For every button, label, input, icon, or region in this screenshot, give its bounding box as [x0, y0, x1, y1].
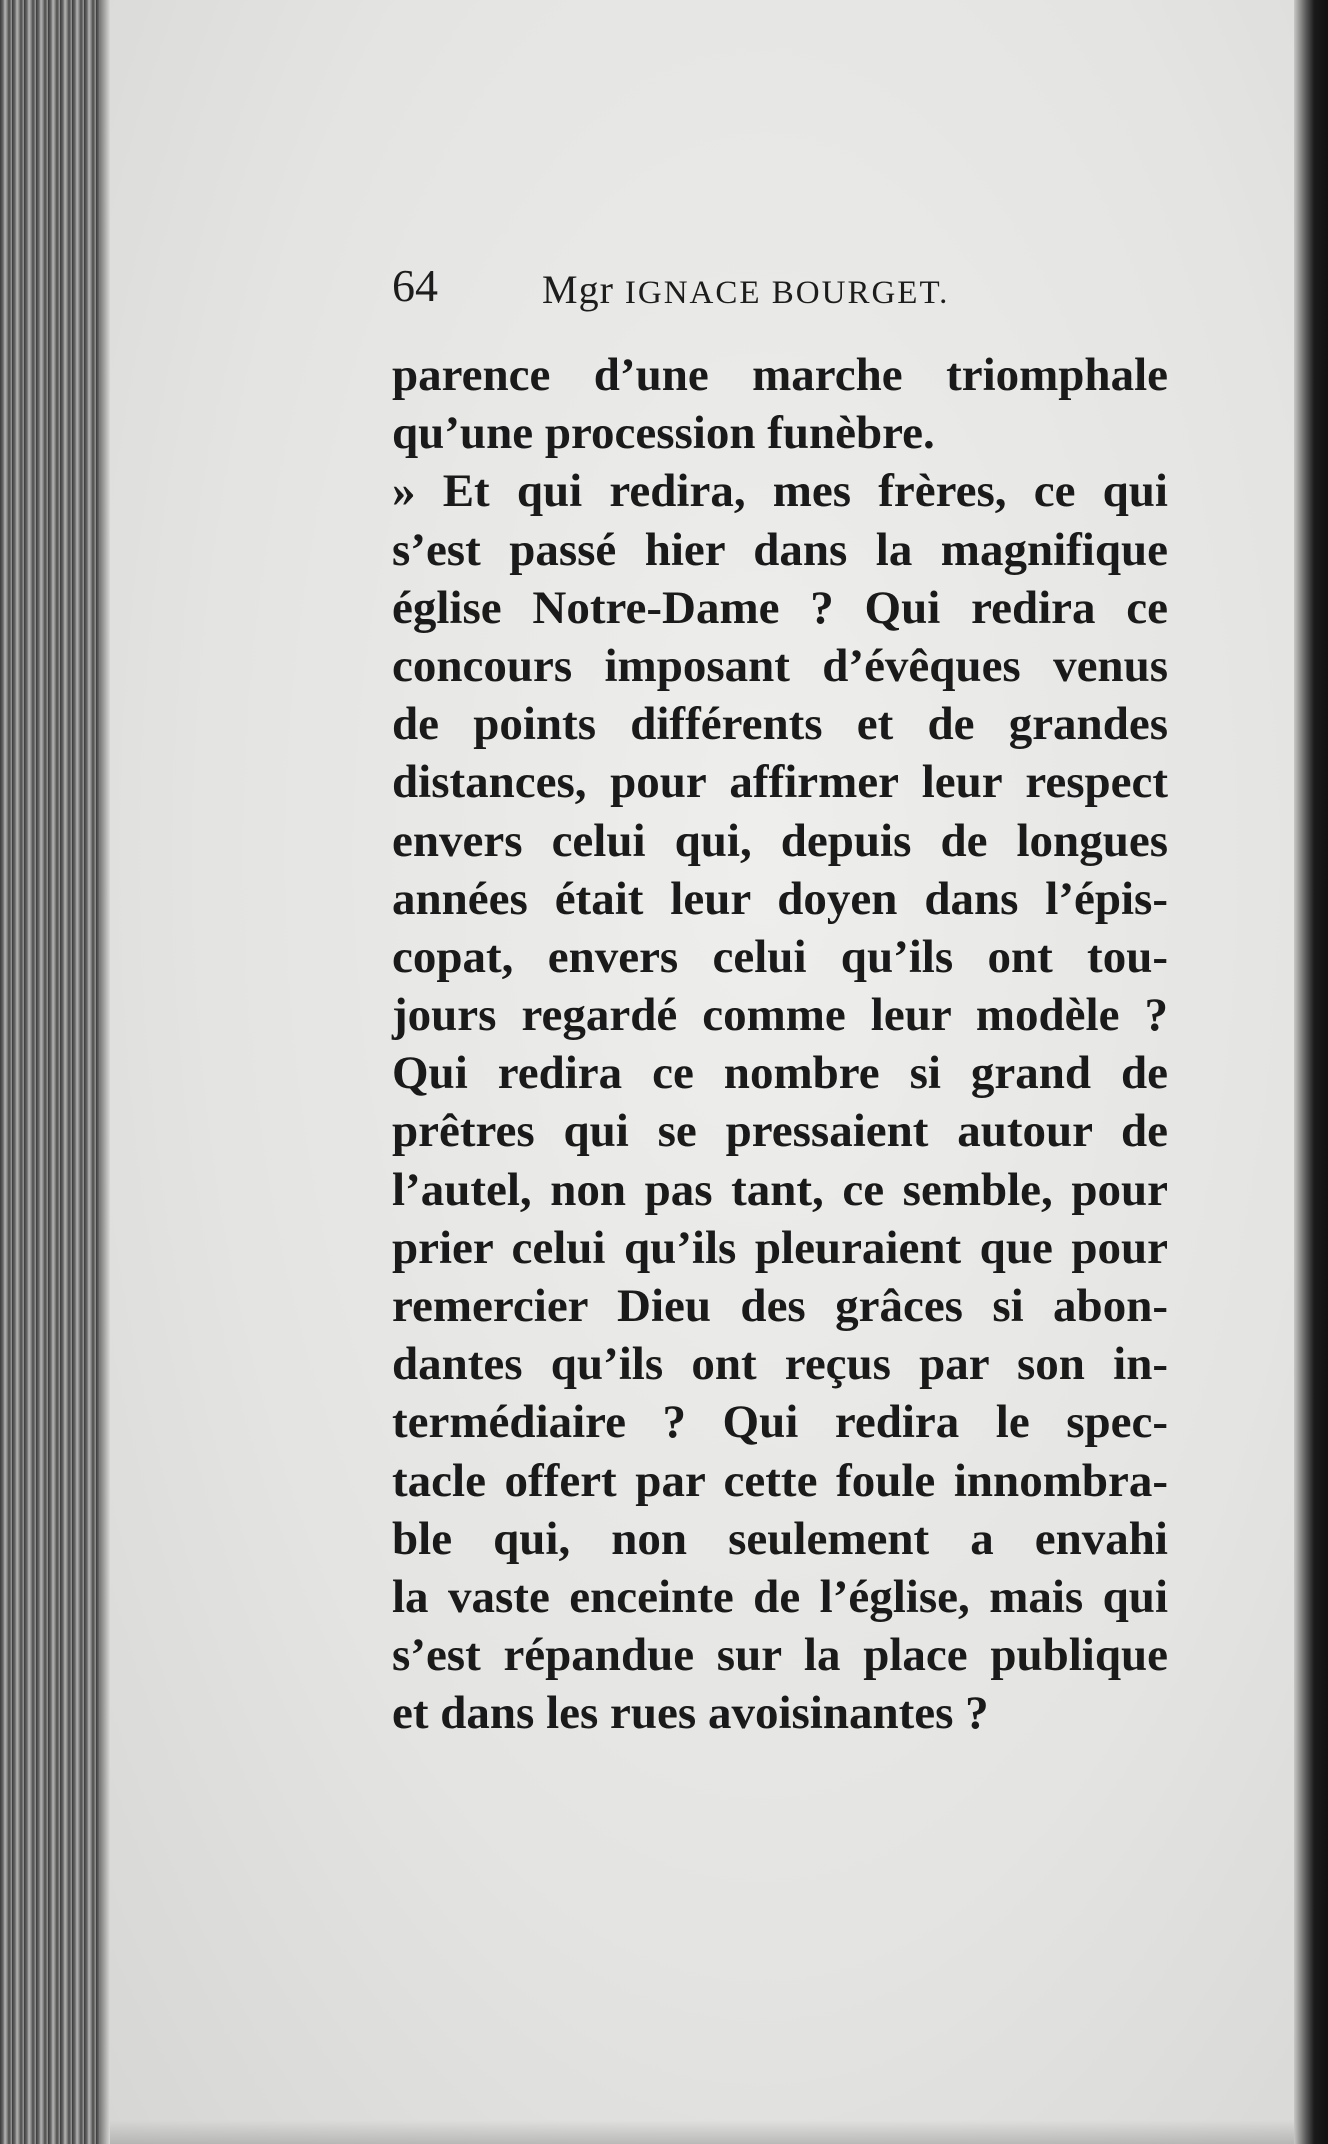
text-line: dantes qu’ils ont reçus par son in- [392, 1338, 1168, 1391]
text-line: distances, pour affirmer leur respect [392, 756, 1168, 809]
text-line: l’autel, non pas tant, ce semble, pour [392, 1163, 1168, 1216]
text-line: tacle offert par cette foule innombra- [392, 1454, 1168, 1507]
text-line: prêtres qui se pressaient autour de [392, 1105, 1168, 1158]
text-line: années était leur doyen dans l’épis- [392, 872, 1168, 925]
text-line: et dans les rues avoisinantes ? [392, 1687, 989, 1740]
book-page-edges [0, 0, 110, 2144]
running-title [542, 260, 949, 323]
page-number: 64 [392, 260, 438, 311]
text-line: » Et qui redira, mes frères, ce qui [392, 465, 1168, 518]
text-line: s’est passé hier dans la magnifique [392, 523, 1168, 576]
text-line: ble qui, non seulement a envahi [392, 1512, 1168, 1565]
text-line: copat, envers celui qu’ils ont tou- [392, 930, 1168, 983]
scan-bottom-shadow [110, 2120, 1294, 2144]
running-title-prefix: Mgr [542, 267, 614, 312]
text-line: jours regardé comme leur modèle ? [392, 989, 1168, 1042]
text-line: Qui redira ce nombre si grand de [392, 1047, 1168, 1100]
running-title-name: IGNACE BOURGET. [624, 275, 950, 311]
text-line: envers celui qui, depuis de longues [392, 814, 1168, 867]
text-line: s’est répandue sur la place publique [392, 1629, 1168, 1682]
text-line: prier celui qu’ils pleuraient que pour [392, 1221, 1168, 1274]
text-line: la vaste enceinte de l’église, mais qui [392, 1570, 1168, 1623]
text-line: église Notre-Dame ? Qui redira ce [392, 581, 1168, 634]
text-line: de points différents et de grandes [392, 698, 1168, 751]
scan-right-border [1294, 0, 1328, 2144]
running-header [392, 256, 1172, 326]
text-line: termédiaire ? Qui redira le spec- [392, 1396, 1168, 1449]
body-text [392, 346, 1168, 1743]
text-line: concours imposant d’évêques venus [392, 639, 1168, 692]
text-line: parence d’une marche triomphale [392, 349, 1168, 401]
text-line: qu’une procession funèbre. [392, 407, 935, 460]
text-line: remercier Dieu des grâces si abon- [392, 1280, 1168, 1332]
